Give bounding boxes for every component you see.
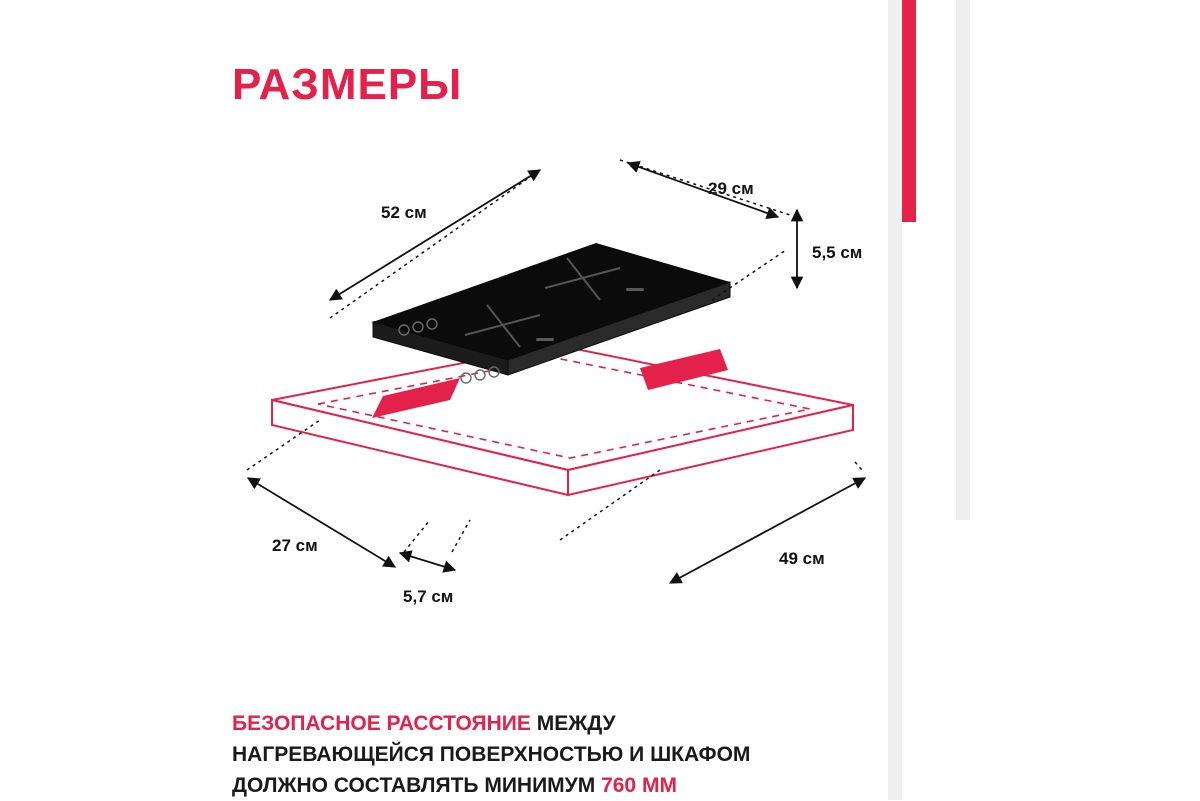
page-title: РАЗМЕРЫ bbox=[232, 60, 463, 109]
induction-hob bbox=[373, 243, 730, 427]
safety-note-text-1: МЕЖДУ bbox=[530, 712, 616, 735]
safety-note-highlight-1: БЕЗОПАСНОЕ РАССТОЯНИЕ bbox=[232, 712, 531, 735]
dimension-label-cutout-depth: 27 см bbox=[272, 536, 318, 555]
projection-lines bbox=[247, 160, 862, 552]
dimension-lines bbox=[248, 163, 865, 583]
countertop-cutout-shape bbox=[272, 345, 853, 495]
safety-note bbox=[232, 708, 932, 801]
dimension-label-height: 5,5 см bbox=[812, 243, 863, 262]
burner-rear-icon bbox=[545, 258, 620, 300]
control-panel-icons bbox=[399, 319, 499, 383]
burner-front-icon bbox=[465, 305, 540, 347]
dimension-label-cutout-width: 49 см bbox=[779, 549, 825, 568]
safety-note-highlight-2: 760 ММ bbox=[601, 774, 677, 797]
burner-labels bbox=[536, 288, 644, 341]
dimension-label-cutout-offset: 5,7 см bbox=[403, 587, 454, 606]
decor-stripe-gray-right bbox=[956, 0, 970, 520]
decor-stripe-red bbox=[902, 0, 916, 222]
safety-note-text-3: ДОЛЖНО СОСТАВЛЯТЬ МИНИМУМ bbox=[232, 774, 602, 797]
dimension-label-width: 52 см bbox=[381, 203, 427, 222]
dimension-label-depth: 29 см bbox=[708, 179, 754, 198]
decor-stripe-gray-left bbox=[888, 0, 902, 800]
safety-note-text-2: НАГРЕВАЮЩЕЙСЯ ПОВЕРХНОСТЬЮ И ШКАФОМ bbox=[232, 743, 751, 766]
